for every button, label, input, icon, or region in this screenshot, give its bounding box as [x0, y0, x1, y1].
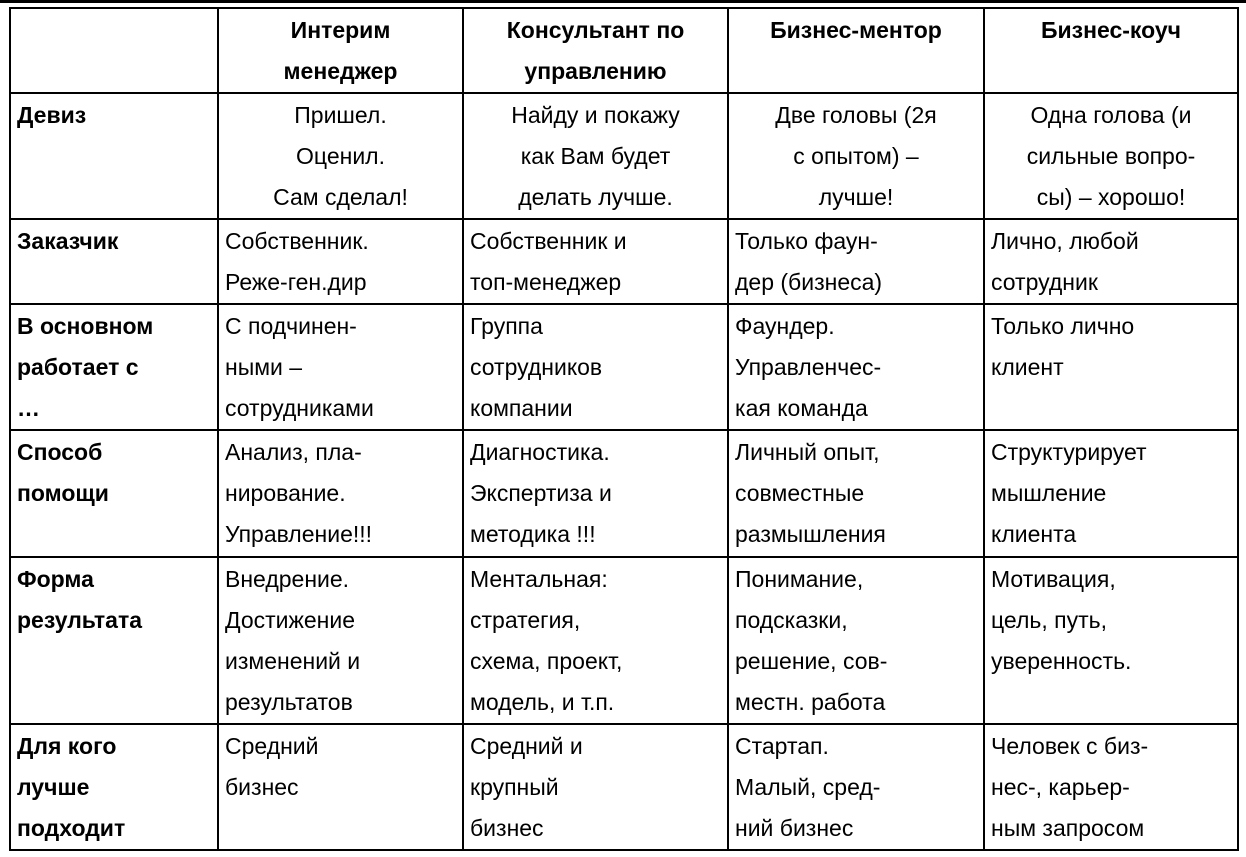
table-cell: Ментальная: стратегия, схема, проект, модель, и т.п. — [463, 557, 728, 724]
table-cell: Только лично клиент — [984, 304, 1238, 430]
table-cell: Внедрение. Достижение изменений и результатов — [218, 557, 463, 724]
row-label: Способ помощи — [10, 430, 218, 556]
table-cell: Только фаун- дер (бизнеса) — [728, 219, 984, 304]
top-edge-line — [0, 0, 1246, 3]
comparison-table — [9, 7, 1239, 851]
header-management-consultant: Консультант по управлению — [463, 8, 728, 93]
table-row-works-with — [10, 304, 1238, 430]
table-cell: Стартап. Малый, сред- ний бизнес — [728, 724, 984, 850]
table-cell: Группа сотрудников компании — [463, 304, 728, 430]
table-cell: Две головы (2я с опытом) – лучше! — [728, 93, 984, 219]
table-cell: Собственник и топ-менеджер — [463, 219, 728, 304]
table-cell: Одна голова (и сильные вопро- сы) – хорошо! — [984, 93, 1238, 219]
row-label: Форма результата — [10, 557, 218, 724]
table-cell: Средний и крупный бизнес — [463, 724, 728, 850]
table-row-result-form — [10, 557, 1238, 724]
table-cell: Найду и покажу как Вам будет делать лучше. — [463, 93, 728, 219]
table-cell: Средний бизнес — [218, 724, 463, 850]
row-label: Для кого лучше подходит — [10, 724, 218, 850]
table-cell: Диагностика. Экспертиза и методика !!! — [463, 430, 728, 556]
table-cell: Пришел. Оценил. Сам сделал! — [218, 93, 463, 219]
table-cell: Личный опыт, совместные размышления — [728, 430, 984, 556]
table-cell: Понимание, подсказки, решение, сов- местн. работа — [728, 557, 984, 724]
row-label: Заказчик — [10, 219, 218, 304]
table-cell: Человек с биз- нес-, карьер- ным запросом — [984, 724, 1238, 850]
header-row — [10, 8, 1238, 93]
table-row-best-fit — [10, 724, 1238, 850]
row-label: В основном работает с … — [10, 304, 218, 430]
header-business-mentor: Бизнес-ментор — [728, 8, 984, 93]
table-cell: Мотивация, цель, путь, уверенность. — [984, 557, 1238, 724]
table-cell: Фаундер. Управленчес- кая команда — [728, 304, 984, 430]
table-cell: Анализ, пла- нирование. Управление!!! — [218, 430, 463, 556]
header-corner-cell — [10, 8, 218, 93]
header-business-coach: Бизнес-коуч — [984, 8, 1238, 93]
header-interim-manager: Интерим менеджер — [218, 8, 463, 93]
table-cell: Лично, любой сотрудник — [984, 219, 1238, 304]
table-row-customer — [10, 219, 1238, 304]
table-row-help-method — [10, 430, 1238, 556]
table-cell: Структурирует мышление клиента — [984, 430, 1238, 556]
table-row-motto — [10, 93, 1238, 219]
row-label: Девиз — [10, 93, 218, 219]
table-cell: Собственник. Реже-ген.дир — [218, 219, 463, 304]
table-cell: С подчинен- ными – сотрудниками — [218, 304, 463, 430]
